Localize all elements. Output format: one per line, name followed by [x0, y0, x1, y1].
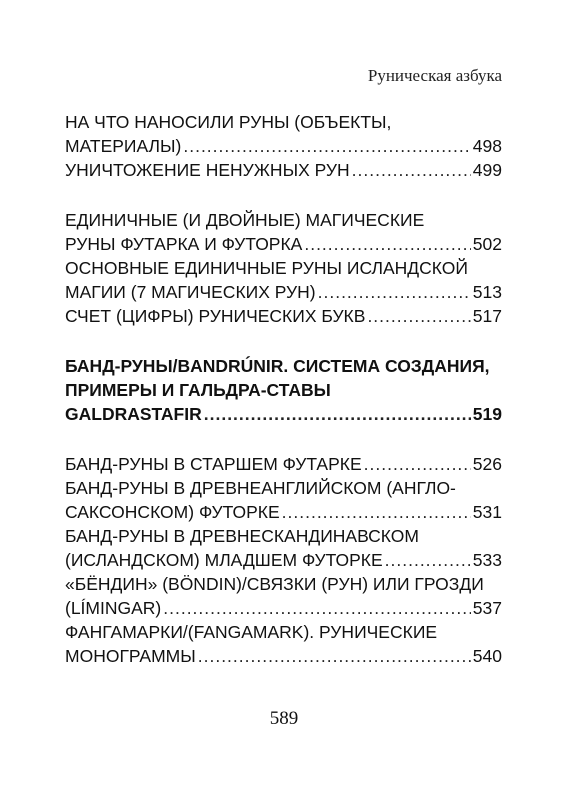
- toc-entry[interactable]: [65, 354, 502, 426]
- toc-page-number: 531: [472, 502, 502, 522]
- toc-entry-last-line: [65, 158, 502, 182]
- toc-entry-title-line: ОСНОВНЫЕ ЕДИНИЧНЫЕ РУНЫ ИСЛАНДСКОЙ: [65, 258, 468, 278]
- dot-leader: [304, 232, 470, 256]
- toc-entry-last-line: [65, 500, 502, 524]
- toc-entry-title-line: (LÍMINGAR): [65, 598, 162, 618]
- toc-page-number: 519: [472, 404, 502, 424]
- toc-entry-last-line: [65, 644, 502, 668]
- toc-page-number: 537: [472, 598, 502, 618]
- toc-page-number: 499: [472, 160, 502, 180]
- toc-entry-title-line: МАТЕРИАЛЫ): [65, 136, 182, 156]
- toc-entry-last-line: [65, 134, 502, 158]
- toc-entry-title-line: СЧЕТ (ЦИФРЫ) РУНИЧЕСКИХ БУКВ: [65, 306, 366, 326]
- toc-entry[interactable]: [65, 158, 502, 182]
- toc-entry-title-line: ФАНГАМАРКИ/(FANGAMARK). РУНИЧЕСКИЕ: [65, 622, 438, 642]
- dot-leader: [198, 644, 471, 668]
- toc-entry[interactable]: [65, 452, 502, 476]
- page-number: 589: [269, 708, 299, 729]
- dot-leader: [352, 158, 471, 182]
- toc-entry-title-line: GALDRASTAFIR: [65, 404, 202, 424]
- table-of-contents: [65, 110, 502, 668]
- toc-entry-title-line: «БЁНДИН» (BÖNDIN)/СВЯЗКИ (РУН) ИЛИ ГРОЗДИ: [65, 574, 484, 594]
- toc-entry-title-line: РУНЫ ФУТАРКА И ФУТОРКА: [65, 234, 303, 254]
- toc-entry-title-line: БАНД-РУНЫ В ДРЕВНЕСКАНДИНАВСКОМ: [65, 526, 419, 546]
- toc-entry-last-line: [65, 280, 502, 304]
- group-gap: [65, 328, 502, 354]
- toc-group: [65, 110, 502, 182]
- toc-entry-title-line: (ИСЛАНДСКОМ) МЛАДШЕМ ФУТОРКЕ: [65, 550, 383, 570]
- toc-entry-title-line: НА ЧТО НАНОСИЛИ РУНЫ (ОБЪЕКТЫ,: [65, 112, 392, 132]
- toc-entry-last-line: [65, 452, 502, 476]
- toc-page-number: 502: [472, 234, 502, 254]
- toc-page-number: 513: [472, 282, 502, 302]
- toc-group: [65, 452, 502, 668]
- toc-entry[interactable]: [65, 524, 502, 572]
- toc-entry-title-line: БАНД-РУНЫ В СТАРШЕМ ФУТАРКЕ: [65, 454, 362, 474]
- dot-leader: [364, 452, 471, 476]
- toc-entry[interactable]: [65, 620, 502, 668]
- toc-entry-last-line: [65, 232, 502, 256]
- dot-leader: [385, 548, 471, 572]
- toc-entry-title-line: ЕДИНИЧНЫЕ (И ДВОЙНЫЕ) МАГИЧЕСКИЕ: [65, 210, 425, 230]
- toc-group: [65, 354, 502, 426]
- toc-page-number: 540: [472, 646, 502, 666]
- running-header: Руническая азбука: [367, 66, 502, 85]
- toc-entry[interactable]: [65, 110, 502, 158]
- toc-entry-title-line: МОНОГРАММЫ: [65, 646, 196, 666]
- toc-entry-title-line: САКСОНСКОМ) ФУТОРКЕ: [65, 502, 280, 522]
- dot-leader: [367, 304, 470, 328]
- toc-entry-last-line: [65, 548, 502, 572]
- toc-entry-title-line: БАНД-РУНЫ В ДРЕВНЕАНГЛИЙСКОМ (АНГЛО-: [65, 478, 456, 498]
- dot-leader: [282, 500, 471, 524]
- dot-leader: [204, 402, 471, 426]
- toc-page-number: 517: [472, 306, 502, 326]
- toc-entry[interactable]: [65, 256, 502, 304]
- toc-entry-title-line: БАНД-РУНЫ/BANDRÚNIR. СИСТЕМА СОЗДАНИЯ,: [65, 356, 490, 376]
- toc-entry-last-line: [65, 304, 502, 328]
- group-gap: [65, 182, 502, 208]
- toc-entry[interactable]: [65, 208, 502, 256]
- dot-leader: [163, 596, 471, 620]
- dot-leader: [183, 134, 470, 158]
- toc-entry[interactable]: [65, 572, 502, 620]
- dot-leader: [318, 280, 471, 304]
- group-gap: [65, 426, 502, 452]
- toc-entry-last-line: [65, 402, 502, 426]
- toc-entry-title-line: УНИЧТОЖЕНИЕ НЕНУЖНЫХ РУН: [65, 160, 350, 180]
- toc-group: [65, 208, 502, 328]
- toc-entry-last-line: [65, 596, 502, 620]
- toc-page-number: 526: [472, 454, 502, 474]
- toc-page-number: 533: [472, 550, 502, 570]
- toc-entry-title-line: МАГИИ (7 МАГИЧЕСКИХ РУН): [65, 282, 316, 302]
- toc-entry[interactable]: [65, 476, 502, 524]
- toc-entry-title-line: ПРИМЕРЫ И ГАЛЬДРА-СТАВЫ: [65, 380, 331, 400]
- toc-entry[interactable]: [65, 304, 502, 328]
- toc-page-number: 498: [472, 136, 502, 156]
